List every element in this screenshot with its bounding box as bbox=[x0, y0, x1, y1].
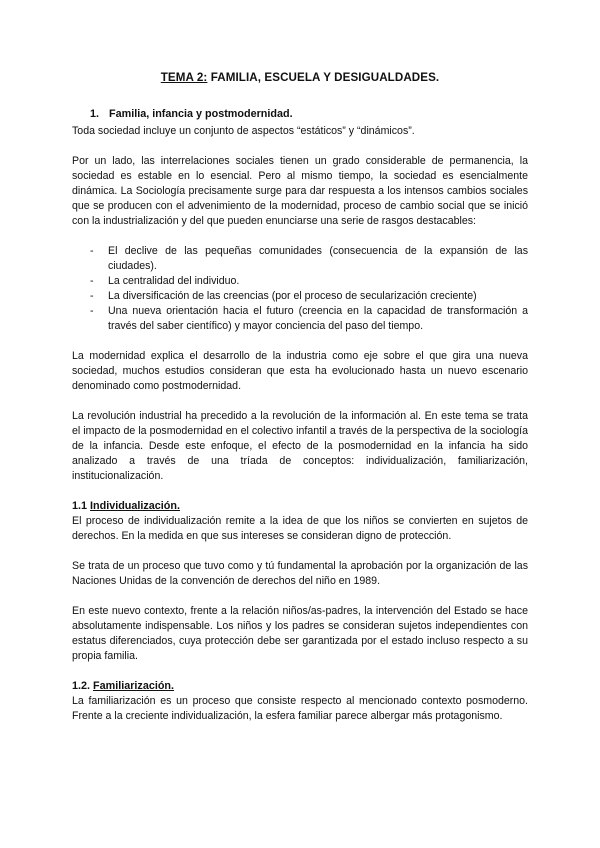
subsection-1-1-heading bbox=[72, 499, 528, 514]
section-1-paragraph-1: Por un lado, las interrelaciones sociales tienen un grado considerable de permanencia, la sociedad es estable en lo esencial. Pero al mismo tiempo, la sociedad es esencialmente dinámica. La Sociología precisamente surge para dar respuesta a los intensos cambios sociales que se producen con el advenimiento de la modernidad, proceso de cambio social que se inició con la industrialización y del que pueden enunciarse una serie de rasgos destacables: bbox=[72, 155, 528, 227]
subsection-1-2-heading bbox=[72, 679, 528, 694]
section-1-title: Familia, infancia y postmodernidad. bbox=[109, 108, 293, 120]
subsection-1-1-paragraph-2: Se trata de un proceso que tuvo como y tú fundamental la aprobación por la organización de las Naciones Unidas de la convención de derechos del niño en 1989. bbox=[72, 560, 528, 587]
document-content bbox=[72, 70, 528, 739]
subsection-1-1-paragraph-3: En este nuevo contexto, frente a la relación niños/as-padres, la intervención del Estado se hace absolutamente indispensable. Los niños y los padres se consideran sujetos independientes con estatus diferenciados, cuya protección debe ser garantizada por el estado incluso respecto a su propia familia. bbox=[72, 605, 528, 662]
list-item: - Una nueva orientación hacia el futuro (creencia en la capacidad de transformación a través del saber científico) y mayor conciencia del paso del tiempo. bbox=[90, 304, 528, 334]
section-1-heading bbox=[72, 107, 528, 122]
subsection-1-1-paragraph-1: El proceso de individualización remite a la idea de que los niños se convierten en sujetos de derechos. En la medida en que sus intereses se consideran digno de protección. bbox=[72, 515, 528, 542]
subsection-1-2-number: 1.2. bbox=[72, 680, 94, 692]
title-prefix: TEMA 2: bbox=[160, 71, 208, 84]
section-1-intro: Toda sociedad incluye un conjunto de aspectos “estáticos” y “dinámicos”. bbox=[72, 125, 415, 137]
subsection-1-2-title: Familiarización. bbox=[93, 680, 175, 692]
section-1-paragraph-3: La revolución industrial ha precedido a la revolución de la información al. En este tema se trata el impacto de la posmodernidad en el colectivo infantil a través de la perspectiva de la sociología de la infancia. Desde este enfoque, el efecto de la posmodernidad en la infancia ha sido analizado a través de una tríada de conceptos: individualización, familiarización, institucionalización. bbox=[72, 410, 528, 482]
title-text: FAMILIA, ESCUELA Y DESIGUALDADES. bbox=[207, 71, 440, 84]
list-item: - La diversificación de las creencias (por el proceso de secularización creciente) bbox=[90, 289, 528, 304]
document-title bbox=[72, 70, 528, 85]
section-1-number: 1. bbox=[90, 108, 100, 120]
section-1-paragraph-2: La modernidad explica el desarrollo de la industria como eje sobre el que gira una nueva sociedad, muchos estudios consideran que esta ha evolucionado hasta un nuevo escenario denominado como postmodernidad. bbox=[72, 350, 528, 392]
list-item: - El declive de las pequeñas comunidades (consecuencia de la expansión de las ciudades). bbox=[90, 244, 528, 274]
subsection-1-2-paragraph-1: La familiarización es un proceso que consiste respecto al mencionado contexto posmoderno. Frente a la creciente individualización, la esfera familiar parece albergar más protagonismo. bbox=[72, 695, 528, 722]
modernity-traits-list bbox=[72, 244, 528, 334]
subsection-1-1-number: 1.1 bbox=[72, 500, 91, 512]
list-item: - La centralidad del individuo. bbox=[90, 274, 528, 289]
subsection-1-1-title: Individualización. bbox=[90, 500, 181, 512]
